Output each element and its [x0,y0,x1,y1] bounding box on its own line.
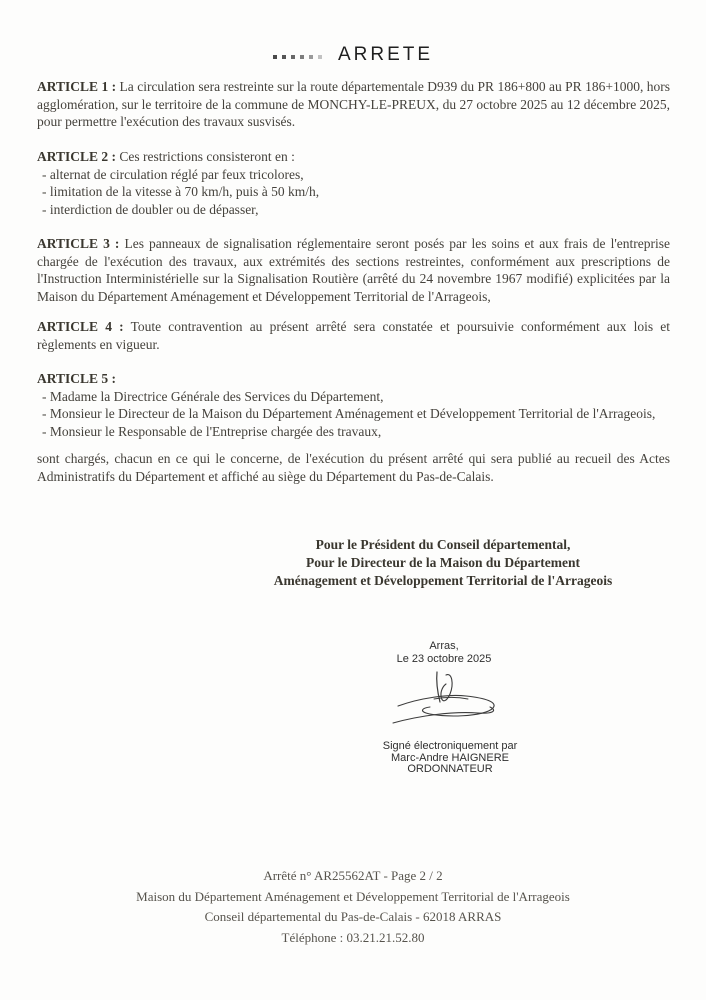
signature-heading [203,536,683,589]
article-2-label: ARTICLE 2 : [37,149,117,164]
article-3-paragraph [37,235,670,305]
signed-by-line: Signé électroniquement par [382,740,518,752]
place-date-line [344,640,544,666]
signature-heading-line: Aménagement et Développement Territorial de l'Arrageois [273,572,613,588]
electronic-signature-block [350,741,550,776]
article-2-item: - limitation de la vitesse à 70 km/h, puis à 50 km/h, [42,184,320,200]
article-2-text: Ces restrictions consisteront en : [119,149,295,164]
footer-address: Conseil départemental du Pas-de-Calais - 62018 ARRAS [204,909,502,924]
signer-name: Marc-Andre HAIGNERE [391,751,509,764]
article-5-heading [37,370,670,388]
signature-heading-line: Pour le Président du Conseil départemental, [315,537,571,552]
place-line: Arras, [429,640,459,652]
article-2-heading [37,148,670,166]
article-4-text: Toute contravention au présent arrêté sera constatée et poursuivie conformément aux lois et règlements en vigueur. [37,319,670,352]
article-1-text: La circulation sera restreinte sur la route départementale D939 du PR 186+800 au PR 186+1000, hors agglomération, sur le territoire de la commune de MONCHY-LE-PREUX, du 27 octobre 2025 au 12 décembre 2025, pour permettre l'exécution des travaux susvisés. [37,79,671,130]
article-3-text: Les panneaux de signalisation réglementaire seront posés par les soins et aux frais de l'entreprise chargée de l'exécution des travaux, aux extrémités des sections restreintes, conformément aux prescriptions de l'Instruction Interministérielle sur la Signalisation Routière (arrêté du 24 novembre 1967 modifié) explicitées par la Maison du Département Aménagement et Développement Territorial de l'Arrageois, [37,236,671,304]
footer-department: Maison du Département Aménagement et Développement Territorial de l'Arrageois [136,888,570,904]
leader-dots-icon [273,55,322,59]
article-4-label: ARTICLE 4 : [37,319,124,334]
article-5-block [37,370,670,441]
closing-paragraph: sont chargés, chacun en ce qui le concerne, de l'exécution du présent arrêté qui sera publié au recueil des Actes Administratifs du Département et affiché au siège du Département du Pas-de-Calais. [37,451,670,484]
document-title-row [0,44,706,66]
article-3-label: ARTICLE 3 : [37,236,120,251]
signature-heading-line: Pour le Directeur de la Maison du Département [305,554,581,570]
article-5-item: - Madame la Directrice Générale des Services du Département, [42,388,384,404]
article-1-paragraph [37,78,670,131]
article-4-paragraph [37,318,670,353]
date-line: Le 23 octobre 2025 [396,653,492,665]
article-5-item: - Monsieur le Directeur de la Maison du Département Aménagement et Développement Territorial de l'Arrageois, [42,406,656,422]
footer-reference-page: Arrêté n° AR25562AT - Page 2 / 2 [263,868,443,883]
article-5-item: - Monsieur le Responsable de l'Entreprise chargée des travaux, [42,424,382,440]
signer-role: ORDONNATEUR [407,763,493,775]
article-2-block [37,148,670,219]
article-2-item: - interdiction de doubler ou de dépasser, [42,202,259,218]
page-title: ARRETE [337,44,434,65]
article-2-item: - alternat de circulation réglé par feux tricolores, [42,166,304,182]
handwritten-signature-icon [390,666,525,736]
document-footer [0,866,706,948]
article-5-label: ARTICLE 5 : [37,371,117,386]
article-1-label: ARTICLE 1 : [37,79,117,94]
footer-phone: Téléphone : 03.21.21.52.80 [281,929,425,945]
